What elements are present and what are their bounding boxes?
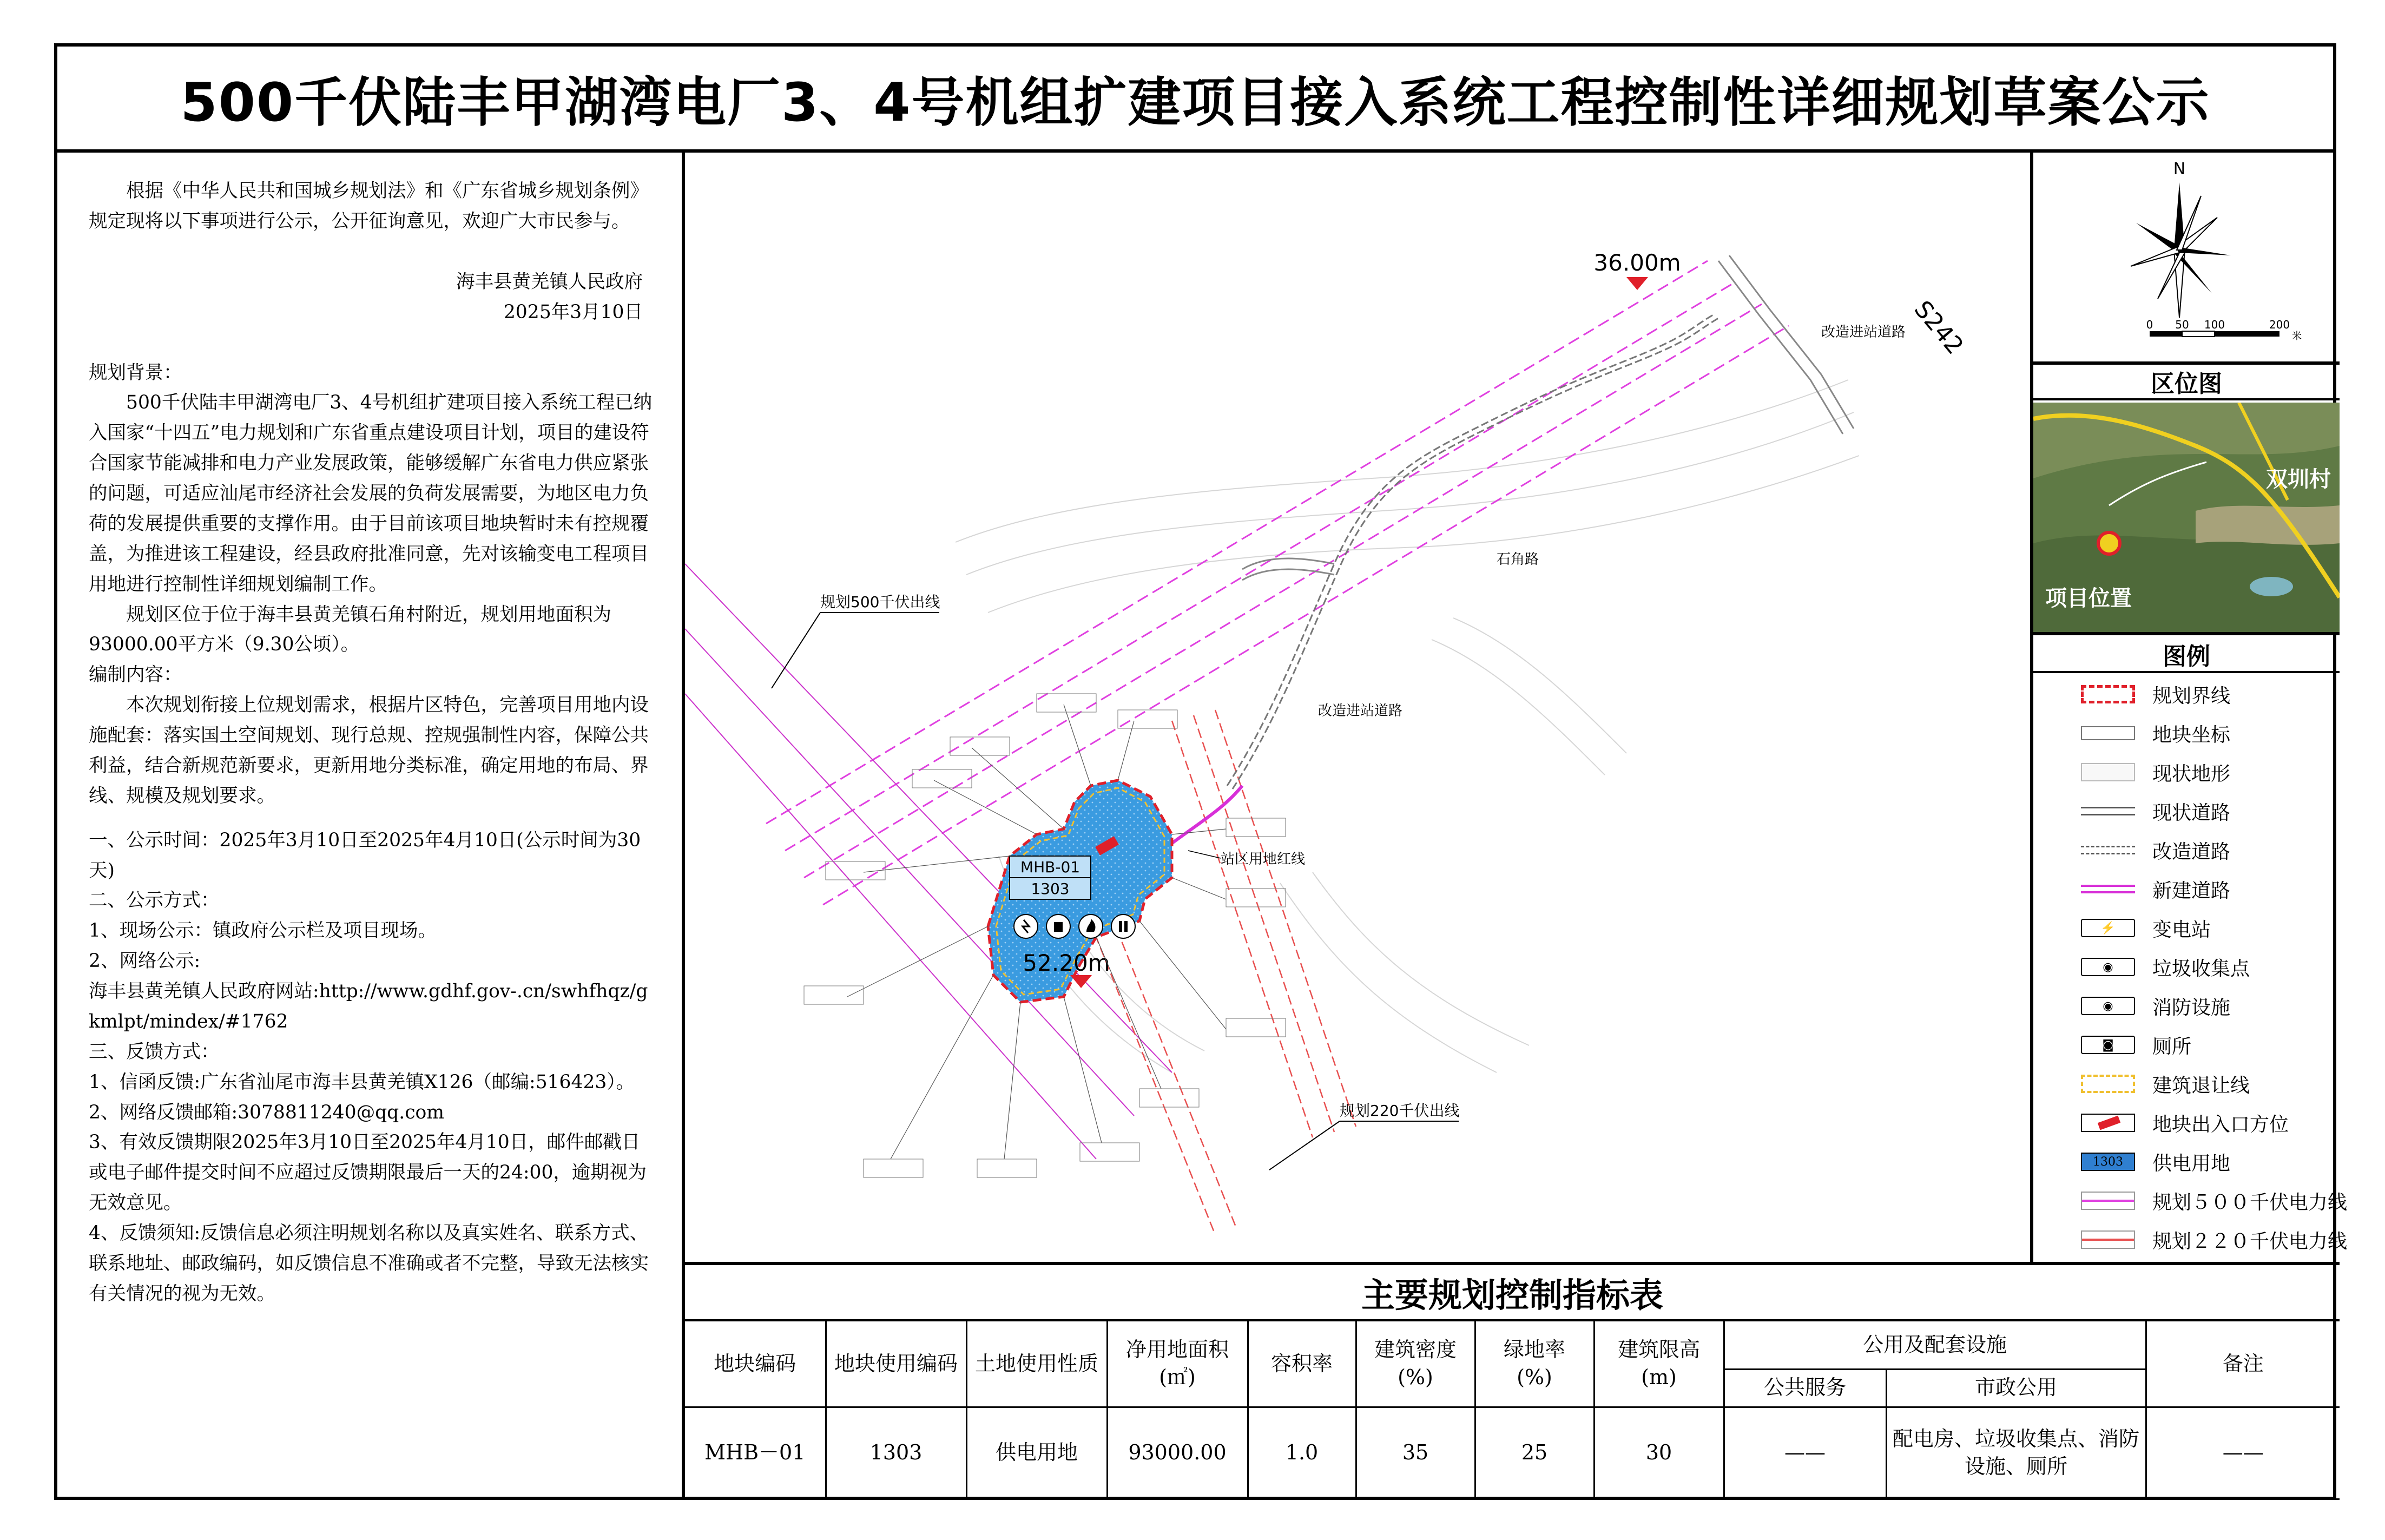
- notice-item-2: 二、公示方式：: [89, 890, 220, 912]
- cell-net-area: 93000.00: [1107, 1407, 1248, 1499]
- table-row: [685, 1407, 2340, 1499]
- legend-item: 地块出入口方位: [2033, 1104, 2340, 1142]
- legend-item: 现状道路: [2033, 792, 2340, 830]
- elev-marker-top: [1626, 277, 1648, 290]
- header-facilities: 公用及配套设施: [1724, 1321, 2146, 1369]
- notice-item-1: 一、公示时间：2025年3月10日至2025年4月10日(公示时间为30天): [89, 829, 641, 881]
- cell-density: 35: [1356, 1407, 1475, 1499]
- cell-use-code: 1303: [826, 1407, 966, 1499]
- header-net-area: 净用地面积 (㎡): [1107, 1321, 1248, 1407]
- notice-intro: 根据《中华人民共和国城乡规划法》和《广东省城乡规划条例》规定现将以下事项进行公示，公开征询意见，欢迎广大市民参与。: [89, 180, 649, 232]
- drawing-frame: [54, 43, 2348, 1500]
- red-dashed-boundary-icon: [2081, 685, 2135, 703]
- cell-land-use: 供电用地: [966, 1407, 1107, 1499]
- toilet-icon: [1111, 914, 1135, 938]
- legend-title: 图例: [2033, 637, 2340, 673]
- notice-issuer: 海丰县黄羌镇人民政府: [456, 271, 643, 293]
- new-road-icon: [2081, 885, 2135, 893]
- legend-item: ◙ 厕所: [2033, 1026, 2340, 1064]
- north-arrow-box: [2033, 153, 2340, 365]
- legend-item: 规划５００千伏电力线: [2033, 1182, 2340, 1220]
- road-upgrade-label-1: 改造进站道路: [1821, 324, 1906, 340]
- road-shijiao: 石角路: [1497, 551, 1539, 568]
- notice-item-2-2: 2、网络公示:: [89, 950, 201, 972]
- header-public-service: 公共服务: [1724, 1369, 1886, 1407]
- indicator-table-section: [685, 1262, 2340, 1500]
- background-heading: 规划背景：: [89, 361, 182, 384]
- existing-road-icon: [2081, 807, 2135, 815]
- station-red-line-label: 站区用地红线: [1221, 851, 1306, 867]
- elev-site: 52.20m: [1023, 950, 1110, 976]
- elev-top: 36.00m: [1593, 249, 1681, 276]
- scale-tick-0: 0: [2146, 318, 2153, 331]
- fire-icon: ◉: [2081, 997, 2135, 1015]
- rose-icon: [2131, 182, 2231, 318]
- scale-bar: [2150, 331, 2279, 337]
- legend-item: ◉ 消防设施: [2033, 987, 2340, 1025]
- header-plot-code: 地块编码: [685, 1321, 826, 1407]
- cell-municipal: 配电房、垃圾收集点、消防设施、厕所: [1886, 1407, 2146, 1499]
- cell-far: 1.0: [1248, 1407, 1356, 1499]
- legend-item: 规划２２０千伏电力线: [2033, 1221, 2340, 1259]
- cell-green: 25: [1475, 1407, 1594, 1499]
- line-500-icon: [2081, 1192, 2135, 1210]
- location-text: 规划区位于位于海丰县黄羌镇石角村附近，规划用地面积为93000.00平方米（9.30公顷）。: [89, 603, 611, 656]
- notice-panel: [57, 153, 685, 1500]
- garbage-icon: ◉: [2081, 958, 2135, 976]
- background-text: 500千伏陆丰甲湖湾电厂3、4号机组扩建项目接入系统工程已纳入国家“十四五”电力规划和广东省重点建设项目计划，项目的建设符合国家节能减排和电力产业发展政策，能够缓解广东省电力供应紧张的问题，可适应汕尾市经济社会发展的负荷发展需要，为地区电力负荷的发展提供重要的支撑作用。由于目前该项目地块暂时未有控规覆盖，为推进该工程建设，经县政府批准同意，先对该输变电工程项目用地进行控制性详细规划编制工作。: [89, 392, 653, 595]
- header-land-use: 土地使用性质: [966, 1321, 1107, 1407]
- existing-roads: [1242, 255, 1854, 580]
- parcel-code: MHB-01: [1020, 858, 1081, 876]
- north-label: N: [2173, 160, 2186, 179]
- content-text: 本次规划衔接上位规划需求，根据片区特色，完善项目用地内设施配套：落实国土空间规划、现行总规、控规强制性内容，保障公共利益，结合新规范新要求，更新用地分类标准，确定用地的布局、界线、规模及规划要求。: [89, 694, 649, 807]
- header-green: 绿地率 (%): [1475, 1321, 1594, 1407]
- notice-website: 海丰县黄羌镇人民政府网站:http://www.gdhf.gov-.cn/swhfhqz/gkmlpt/mindex/#1762: [89, 980, 648, 1032]
- notice-date: 2025年3月10日: [503, 301, 643, 323]
- coordinate-tag-icon: [2081, 726, 2135, 740]
- cell-remarks: ——: [2146, 1407, 2340, 1499]
- line-220-label: 规划220千伏出线: [1340, 1102, 1460, 1120]
- indicator-table-title: 主要规划控制指标表: [685, 1265, 2340, 1321]
- scale-tick-50: 50: [2175, 318, 2189, 331]
- legend-item: 改造道路: [2033, 831, 2340, 869]
- setback-line-icon: [2081, 1075, 2135, 1093]
- legend-item: 现状地形: [2033, 753, 2340, 791]
- legend-item: 地块坐标: [2033, 714, 2340, 752]
- upgraded-road-icon: [2081, 846, 2135, 854]
- line-500-label: 规划500千伏出线: [820, 593, 940, 611]
- notice-item-3: 三、反馈方式：: [89, 1041, 220, 1063]
- line-220-icon: [2081, 1230, 2135, 1249]
- legend-item: 规划界线: [2033, 675, 2340, 713]
- header-far: 容积率: [1248, 1321, 1356, 1407]
- legend-item: 新建道路: [2033, 870, 2340, 908]
- cell-plot-code: MHB－01: [685, 1407, 826, 1499]
- legend-item: 1303 供电用地: [2033, 1143, 2340, 1181]
- power-land-icon: 1303: [2081, 1153, 2135, 1171]
- content-heading: 编制内容：: [89, 664, 182, 686]
- scale-tick-200: 200: [2269, 318, 2290, 331]
- legend-item: ⚡ 变电站: [2033, 909, 2340, 947]
- terrain-box-icon: [2081, 763, 2135, 781]
- legend-item: ◉ 垃圾收集点: [2033, 948, 2340, 986]
- compass-rose: [2033, 153, 2340, 364]
- title-bar: [57, 47, 2333, 153]
- notice-item-3-4: 4、反馈须知:反馈信息必须注明规划名称以及真实姓名、联系方式、联系地址、邮政编码，如反馈信息不准确或者不完整，导致无法核实有关情况的视为无效。: [89, 1222, 649, 1305]
- legend-item: 建筑退让线: [2033, 1065, 2340, 1103]
- cell-public-service: ——: [1724, 1407, 1886, 1499]
- notice-item-3-1: 1、信函反馈:广东省汕尾市海丰县黄羌镇X126（邮编:516423）。: [89, 1071, 635, 1093]
- entrance-icon: [2081, 1114, 2135, 1132]
- header-density: 建筑密度 (%): [1356, 1321, 1475, 1407]
- village-label: 双圳村: [2266, 467, 2331, 492]
- scale-tick-100: 100: [2204, 318, 2225, 331]
- road-s242: S242: [1908, 295, 1969, 360]
- planning-map-drawing: [685, 153, 2030, 1262]
- notice-item-2-1: 1、现场公示：镇政府公示栏及项目现场。: [89, 920, 437, 942]
- toilet-icon: ◙: [2081, 1036, 2135, 1054]
- substation-icon: ⚡: [2081, 919, 2135, 937]
- parcel-use: 1303: [1031, 880, 1070, 898]
- header-height: 建筑限高 (m): [1594, 1321, 1724, 1407]
- side-panel: [2030, 153, 2348, 1262]
- header-remarks: 备注: [2146, 1321, 2340, 1407]
- project-label: 项目位置: [2045, 586, 2132, 611]
- location-map: [2033, 403, 2340, 635]
- upgraded-roads: [1227, 315, 1718, 789]
- indicator-table: [685, 1321, 2340, 1500]
- location-map-title: 区位图: [2033, 365, 2340, 400]
- scale-unit: 米: [2292, 331, 2302, 342]
- road-upgrade-label-2: 改造进站道路: [1318, 703, 1403, 719]
- page-title: 500千伏陆丰甲湖湾电厂3、4号机组扩建项目接入系统工程控制性详细规划草案公示: [180, 71, 2210, 134]
- header-use-code: 地块使用编码: [826, 1321, 966, 1407]
- project-location-marker: [2098, 532, 2120, 554]
- notice-email: 2、网络反馈邮箱:3078811240@qq.com: [89, 1101, 445, 1123]
- notice-item-3-3: 3、有效反馈期限2025年3月10日至2025年4月10日，邮件邮戳日或电子邮件提交时间不应超过反馈期限最后一天的24:00，逾期视为无效意见。: [89, 1131, 647, 1214]
- cell-height: 30: [1594, 1407, 1724, 1499]
- header-municipal: 市政公用: [1886, 1369, 2146, 1407]
- planning-map: [685, 153, 2030, 1262]
